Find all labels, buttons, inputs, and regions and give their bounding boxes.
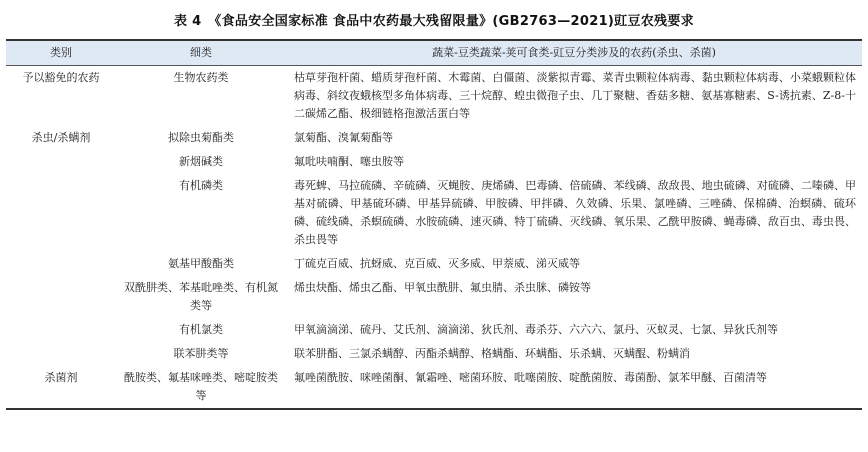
pesticide-table (6, 39, 862, 410)
subcategory-cell: 新烟碱类 (179, 155, 223, 168)
header-category: 类别 (6, 40, 116, 66)
subcategory-cell: 酰胺类、氟基咪唑类、嘧啶胺类等 (116, 366, 286, 409)
table-row (6, 318, 862, 342)
category-cell (6, 150, 116, 174)
category-cell: 予以豁免的农药 (22, 71, 100, 84)
table-row (6, 252, 862, 276)
category-cell (6, 342, 116, 366)
subcategory-cell: 有机氯类 (179, 323, 223, 336)
pesticides-cell: 毒死蜱、马拉硫磷、辛硫磷、灭蝇胺、庚烯磷、巴毒磷、倍硫磷、苯线磷、敌敌畏、地虫硫磷、对硫磷、二嗪磷、甲基对硫磷、甲基硫环磷、甲基异硫磷、甲胺磷、甲拌磷、久效磷、乐果、氯唑磷、三唑磷、保棉磷、治螟磷、硫环磷、硫线磷、杀螟硫磷、水胺硫磷、速灭磷、特丁硫磷、灭线磷、氧乐果、乙酰甲胺磷、蝇毒磷、敌百虫、毒虫畏、杀虫畏等 (294, 179, 856, 246)
category-cell (6, 276, 116, 318)
table-row (6, 366, 862, 409)
subcategory-cell: 有机磷类 (179, 179, 223, 192)
table-row (6, 150, 862, 174)
pesticides-cell: 枯草芽孢杆菌、蜡质芽孢杆菌、木霉菌、白僵菌、淡紫拟青霉、菜青虫颗粒体病毒、黏虫颗粒体病毒、小菜蛾颗粒体病毒、斜纹夜蛾核型多角体病毒、三十烷醇、蝗虫微孢子虫、几丁聚糖、香菇多糖、氨基寡糖素、S-诱抗素、Z-8-十二碳烯乙酯、极细链格孢激活蛋白等 (294, 71, 856, 120)
subcategory-cell: 氨基甲酸酯类 (168, 257, 234, 270)
header-pesticides: 蔬菜-豆类蔬菜-荚可食类-豇豆分类涉及的农药(杀虫、杀菌) (286, 40, 862, 66)
category-cell (6, 174, 116, 252)
subcategory-cell: 联苯肼类等 (173, 347, 229, 360)
table-row (6, 174, 862, 252)
table-header-row (6, 40, 862, 66)
pesticides-cell: 丁硫克百威、抗蚜威、克百威、灭多威、甲萘威、涕灭威等 (294, 257, 580, 270)
subcategory-cell: 双酰肼类、苯基吡唑类、有机氮类等 (124, 281, 278, 312)
category-cell (6, 252, 116, 276)
subcategory-cell: 拟除虫菊酯类 (168, 131, 234, 144)
pesticides-cell: 联苯肼酯、三氯杀螨醇、丙酯杀螨醇、格螨酯、环螨酯、乐杀螨、灭螨醌、粉螨消 (294, 347, 690, 360)
table-row (6, 126, 862, 150)
table-row (6, 276, 862, 318)
category-cell: 杀虫/杀螨剂 (31, 131, 91, 144)
pesticides-cell: 氟吡呋喃酮、噻虫胺等 (294, 155, 404, 168)
pesticides-cell: 氯菊酯、溴氰菊酯等 (294, 131, 393, 144)
pesticides-cell: 烯虫炔酯、烯虫乙酯、甲氧虫酰肼、氟虫腈、杀虫脒、磷铵等 (294, 281, 591, 294)
pesticides-cell: 氟唑菌酰胺、咪唑菌酮、氰霜唑、嘧菌环胺、吡噻菌胺、啶酰菌胺、毒菌酚、氯苯甲醚、百菌清等 (286, 366, 862, 409)
pesticides-cell: 甲氧滴滴涕、硫丹、艾氏剂、滴滴涕、狄氏剂、毒杀芬、六六六、氯丹、灭蚁灵、七氯、异狄氏剂等 (294, 323, 778, 336)
table-row (6, 66, 862, 127)
table-title: 表 4 《食品安全国家标准 食品中农药最大残留限量》(GB2763—2021)豇豆农残要求 (174, 14, 694, 29)
header-subcategory: 细类 (116, 40, 286, 66)
subcategory-cell: 生物农药类 (173, 71, 229, 84)
category-cell: 杀菌剂 (6, 366, 116, 409)
category-cell (6, 318, 116, 342)
table-row (6, 342, 862, 366)
